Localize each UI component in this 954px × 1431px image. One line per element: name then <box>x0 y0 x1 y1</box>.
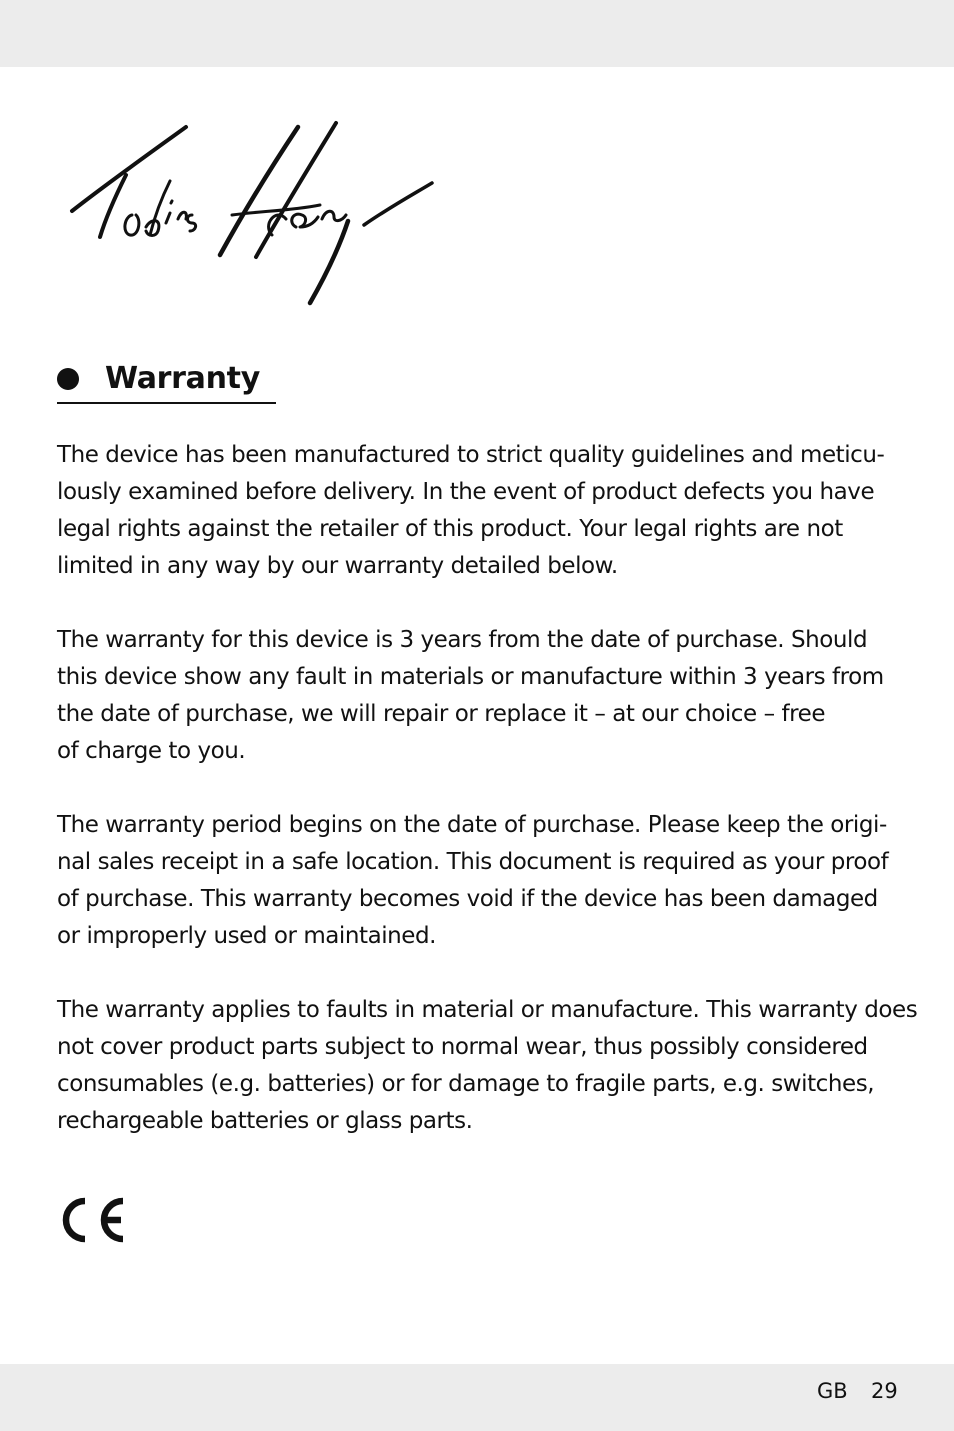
warranty-paragraph-4 <box>57 992 918 1140</box>
text-line: lously examined before delivery. In the event of product defects you have <box>57 479 875 505</box>
text-line: The warranty period begins on the date of purchase. Please keep the origi- <box>57 812 887 838</box>
text-line: consumables (e.g. batteries) or for damage to fragile parts, e.g. switches, <box>57 1071 875 1097</box>
page-header-band <box>0 0 954 67</box>
text-line: of purchase. This warranty becomes void if the device has been damaged <box>57 886 878 912</box>
page-footer-band <box>0 1364 954 1431</box>
text-line: this device show any fault in materials or manufacture within 3 years from <box>57 664 884 690</box>
handwritten-signature <box>60 115 450 315</box>
text-line: The device has been manufactured to strict quality guidelines and meticu- <box>57 442 885 468</box>
warranty-paragraph-3 <box>57 807 897 955</box>
text-line: or improperly used or maintained. <box>57 923 436 949</box>
text-line: limited in any way by our warranty detailed below. <box>57 553 618 579</box>
warranty-paragraph-2 <box>57 622 897 770</box>
text-line: The warranty for this device is 3 years from the date of purchase. Should <box>57 627 868 653</box>
text-line: the date of purchase, we will repair or replace it – at our choice – free <box>57 701 826 727</box>
page-number: 29 <box>871 1379 898 1403</box>
text-line: not cover product parts subject to normal wear, thus possibly considered <box>57 1034 868 1060</box>
text-line: legal rights against the retailer of this product. Your legal rights are not <box>57 516 843 542</box>
warranty-paragraph-1 <box>57 437 897 585</box>
footer-language-code: GB <box>817 1379 848 1403</box>
ce-mark-icon <box>57 1196 125 1244</box>
section-heading <box>57 358 276 404</box>
heading-bullet-icon <box>57 368 79 390</box>
text-line: of charge to you. <box>57 738 246 764</box>
text-line: rechargeable batteries or glass parts. <box>57 1108 473 1134</box>
text-line: The warranty applies to faults in material or manufacture. This warranty does <box>57 997 918 1023</box>
text-line: nal sales receipt in a safe location. This document is required as your proof <box>57 849 889 875</box>
section-title: Warranty <box>105 361 260 396</box>
